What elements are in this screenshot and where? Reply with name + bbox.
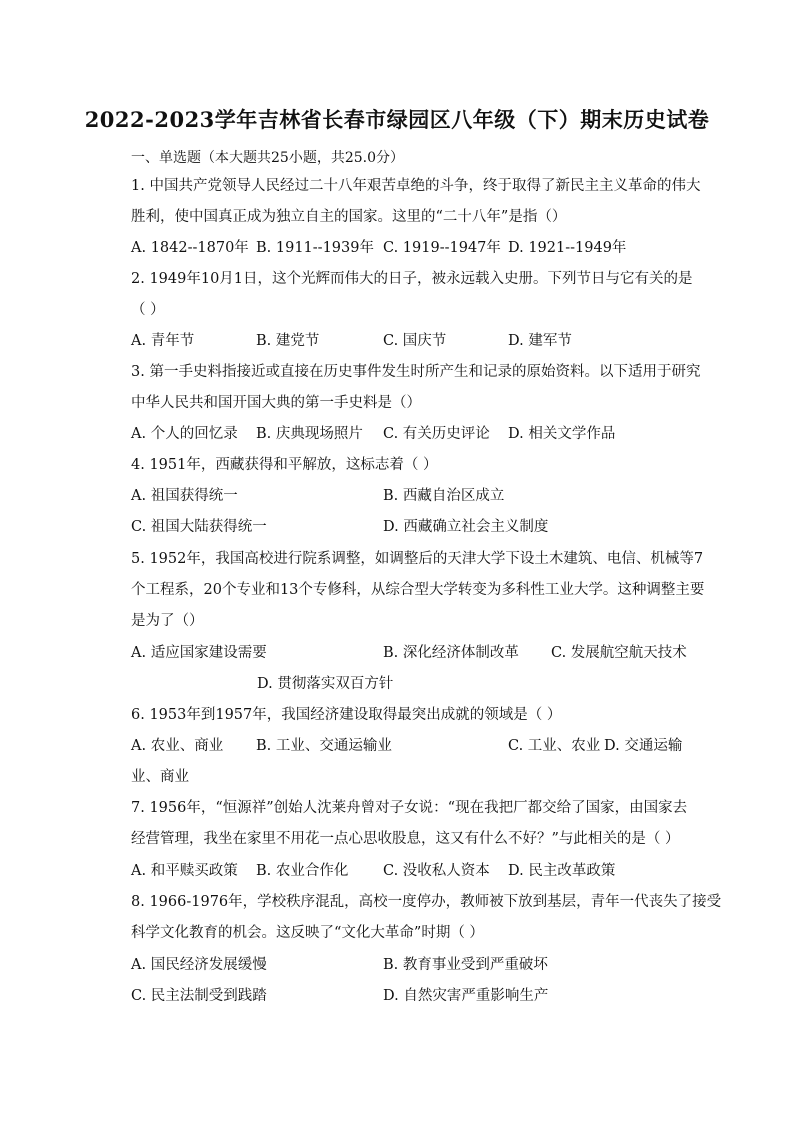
- q6-stem-line1: 6. 1953年到1957年，我国经济建设取得最突出成就的领域是（ ）: [131, 707, 562, 723]
- q1-option-b: B. 1911--1939年: [256, 240, 374, 256]
- q6-option-c: C. 工业、农业: [508, 738, 601, 754]
- q3-stem-line2: 中华人民共和国开国大典的第一手史料是（）: [131, 395, 421, 411]
- q3-option-a: A. 个人的回忆录: [131, 426, 238, 442]
- q7-option-d: D. 民主改革政策: [508, 863, 616, 879]
- q8-option-d: D. 自然灾害严重影响生产: [383, 988, 549, 1004]
- q4-option-a: A. 祖国获得统一: [131, 488, 238, 504]
- section-heading: 一、单选题（本大题共25小题，共25.0分）: [131, 150, 404, 166]
- q8-stem-line1: 8. 1966-1976年，学校秩序混乱，高校一度停办，教师被下放到基层，青年一代丧失了接受: [131, 894, 722, 910]
- q3-option-d: D. 相关文学作品: [508, 426, 616, 442]
- q5-option-b: B. 深化经济体制改革: [383, 645, 519, 661]
- q8-stem-line2: 科学文化教育的机会。这反映了“文化大革命”时期（ ）: [131, 925, 484, 941]
- q1-stem-line2: 胜利，使中国真正成为独立自主的国家。这里的“二十八年”是指（）: [131, 209, 567, 225]
- exam-title: 2022-2023学年吉林省长春市绿园区八年级（下）期末历史试卷: [84, 107, 710, 132]
- q7-stem-line2: 经营管理，我坐在家里不用花一点心思收股息，这又有什么不好？”与此相关的是（ ）: [131, 831, 680, 847]
- q1-option-a: A. 1842--1870年: [131, 240, 249, 256]
- q2-option-c: C. 国庆节: [383, 333, 447, 349]
- q8-option-a: A. 国民经济发展缓慢: [131, 957, 267, 973]
- q2-stem-line1: 2. 1949年10月1日，这个光辉而伟大的日子，被永远载入史册。下列节日与它有关的是: [131, 271, 693, 287]
- q8-option-c: C. 民主法制受到践踏: [131, 988, 267, 1004]
- q5-option-c: C. 发展航空航天技术: [551, 645, 687, 661]
- q2-stem-line2: （ ）: [131, 302, 165, 318]
- q7-option-a: A. 和平赎买政策: [131, 863, 238, 879]
- q5-stem-line2: 个工程系，20个专业和13个专修科，从综合型大学转变为多科性工业大学。这种调整主要: [131, 582, 705, 598]
- q2-option-d: D. 建军节: [508, 333, 572, 349]
- q1-option-c: C. 1919--1947年: [383, 240, 501, 256]
- q2-option-b: B. 建党节: [256, 333, 320, 349]
- q7-option-b: B. 农业合作化: [256, 863, 349, 879]
- q4-option-c: C. 祖国大陆获得统一: [131, 519, 267, 535]
- q1-option-d: D. 1921--1949年: [508, 240, 627, 256]
- q6-option-a: A. 农业、商业: [131, 738, 224, 754]
- q7-option-c: C. 没收私人资本: [383, 863, 490, 879]
- q1-stem-line1: 1. 中国共产党领导人民经过二十八年艰苦卓绝的斗争，终于取得了新民主主义革命的伟大: [131, 178, 701, 194]
- q3-option-c: C. 有关历史评论: [383, 426, 490, 442]
- q6-option-b: B. 工业、交通运输业: [256, 738, 392, 754]
- q5-stem-line1: 5. 1952年，我国高校进行院系调整，如调整后的天津大学下设土木建筑、电信、机械等7: [131, 551, 704, 567]
- q3-option-b: B. 庆典现场照片: [256, 426, 363, 442]
- q5-option-d: D. 贯彻落实双百方针: [257, 676, 394, 692]
- q8-option-b: B. 教育事业受到严重破坏: [383, 957, 548, 973]
- q5-stem-line3: 是为了（）: [131, 613, 204, 629]
- q3-stem-line1: 3. 第一手史料指接近或直接在历史事件发生时所产生和记录的原始资料。以下适用于研究: [131, 364, 701, 380]
- q6-option-d-continued: 业、商业: [131, 769, 189, 785]
- q4-option-d: D. 西藏确立社会主义制度: [383, 519, 549, 535]
- q5-option-a: A. 适应国家建设需要: [131, 645, 267, 661]
- q7-stem-line1: 7. 1956年，“恒源祥”创始人沈莱舟曾对子女说：“现在我把厂都交给了国家，由国家去: [131, 800, 688, 816]
- q4-stem-line1: 4. 1951年，西藏获得和平解放，这标志着（ ）: [131, 457, 438, 473]
- q2-option-a: A. 青年节: [131, 333, 195, 349]
- q6-option-d: D. 交通运输: [604, 738, 683, 754]
- q4-option-b: B. 西藏自治区成立: [383, 488, 505, 504]
